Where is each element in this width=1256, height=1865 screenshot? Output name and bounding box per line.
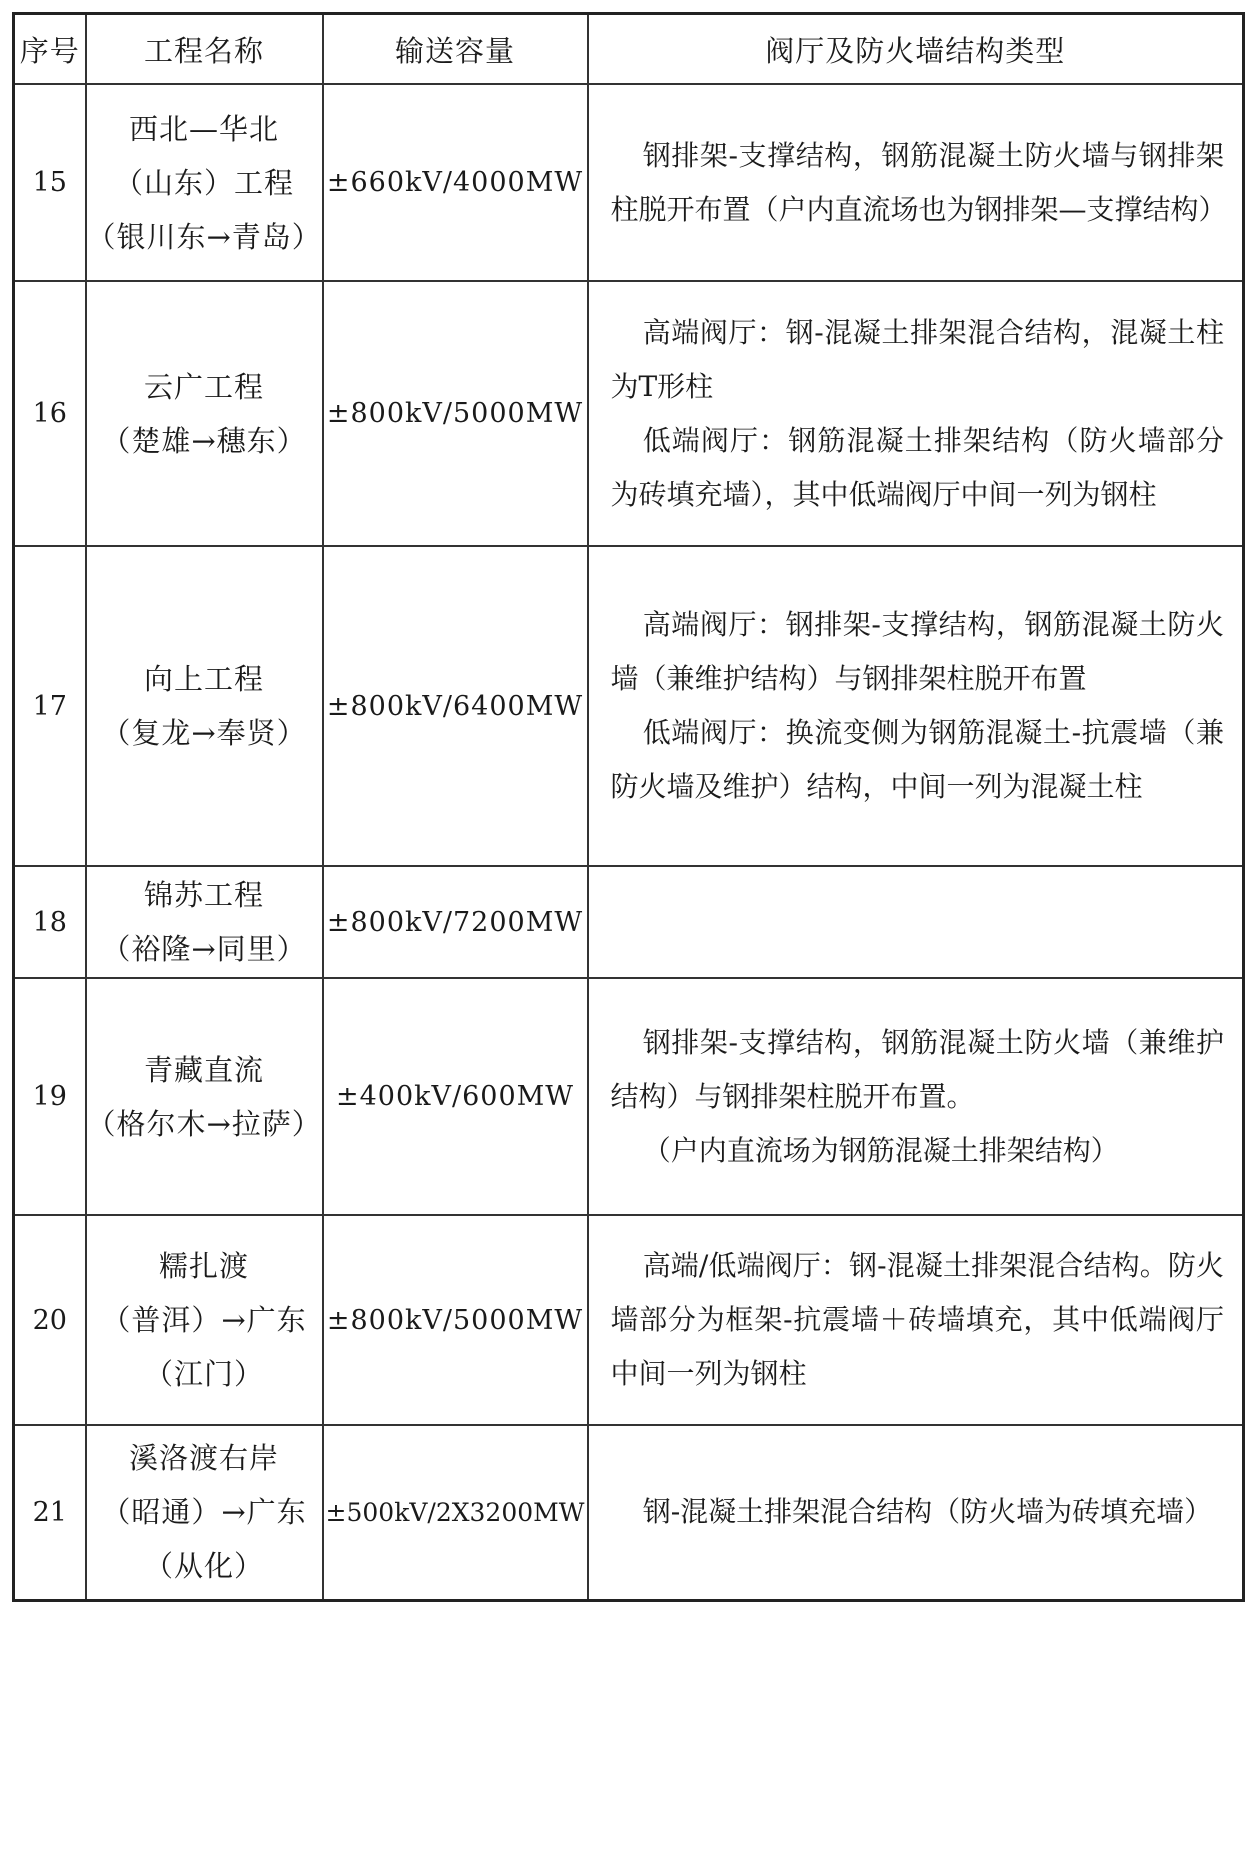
structure-paragraph: 钢排架-支撑结构，钢筋混凝土防火墙与钢排架柱脱开布置（户内直流场也为钢排架—支撑结构） bbox=[610, 138, 1227, 226]
header-structure-type: 阀厅及防火墙结构类型 bbox=[588, 14, 1244, 85]
capacity-cell: ±800kV/7200MW bbox=[323, 866, 588, 978]
project-name-cell bbox=[86, 546, 323, 866]
row-number: 20 bbox=[14, 1215, 86, 1425]
project-name-line: （从化） bbox=[143, 1549, 264, 1584]
project-table bbox=[12, 12, 1245, 1602]
structure-type-cell bbox=[588, 1215, 1244, 1425]
capacity-cell: ±800kV/6400MW bbox=[323, 546, 588, 866]
project-name-line: 青藏直流 bbox=[143, 1052, 264, 1087]
project-name-cell bbox=[86, 84, 323, 281]
row-number: 17 bbox=[14, 546, 86, 866]
header-project-name: 工程名称 bbox=[86, 14, 323, 85]
structure-type-cell bbox=[588, 978, 1244, 1215]
table-body bbox=[14, 84, 1244, 1600]
project-name-line: （楚雄→穗东） bbox=[101, 423, 307, 458]
structure-paragraph: 高端/低端阀厅：钢-混凝土排架混合结构。防火墙部分为框架-抗震墙＋砖墙填充，其中低端阀厅中间一列为钢柱 bbox=[610, 1249, 1224, 1390]
row-number: 19 bbox=[14, 978, 86, 1215]
structure-paragraph: 高端阀厅：钢-混凝土排架混合结构，混凝土柱为T形柱 bbox=[610, 315, 1224, 403]
structure-type-cell bbox=[588, 1425, 1244, 1600]
header-no: 序号 bbox=[14, 14, 86, 85]
project-name-line: （裕隆→同里） bbox=[101, 932, 307, 966]
project-name-line: 溪洛渡右岸 bbox=[128, 1441, 279, 1476]
structure-paragraph: 钢排架-支撑结构，钢筋混凝土防火墙（兼维护结构）与钢排架柱脱开布置。 bbox=[610, 1025, 1224, 1113]
table-row bbox=[14, 84, 1244, 281]
table-row bbox=[14, 281, 1244, 546]
table-row bbox=[14, 1215, 1244, 1425]
project-name-line: 糯扎渡 bbox=[158, 1249, 249, 1283]
structure-paragraph: 钢-混凝土排架混合结构（防火墙为砖填充墙） bbox=[642, 1495, 1213, 1529]
project-name-line: 云广工程 bbox=[143, 369, 264, 404]
structure-paragraph: 高端阀厅：钢排架-支撑结构，钢筋混凝土防火墙（兼维护结构）与钢排架柱脱开布置 bbox=[610, 608, 1224, 695]
project-name-line: 向上工程 bbox=[143, 662, 264, 696]
table-row bbox=[14, 546, 1244, 866]
table-row bbox=[14, 1425, 1244, 1600]
project-name-line: （普洱）→广东 bbox=[101, 1303, 307, 1337]
project-name-line: （格尔木→拉萨） bbox=[86, 1106, 322, 1141]
structure-type-cell bbox=[588, 84, 1244, 281]
row-number: 21 bbox=[14, 1425, 86, 1600]
capacity-cell: ±500kV/2X3200MW bbox=[323, 1425, 588, 1600]
project-name-cell bbox=[86, 978, 323, 1215]
project-name-line: （昭通）→广东 bbox=[101, 1495, 307, 1530]
project-name-cell bbox=[86, 1215, 323, 1425]
structure-type-cell bbox=[588, 281, 1244, 546]
table-row bbox=[14, 978, 1244, 1215]
project-name-cell bbox=[86, 1425, 323, 1600]
capacity-cell: ±800kV/5000MW bbox=[323, 281, 588, 546]
structure-type-cell bbox=[588, 866, 1244, 978]
structure-type-cell bbox=[588, 546, 1244, 866]
project-name-line: （复龙→奉贤） bbox=[101, 716, 307, 750]
capacity-cell: ±660kV/4000MW bbox=[323, 84, 588, 281]
project-name-line: （银川东→青岛） bbox=[86, 219, 322, 254]
structure-paragraph: 低端阀厅：换流变侧为钢筋混凝土-抗震墙（兼防火墙及维护）结构，中间一列为混凝土柱 bbox=[610, 716, 1224, 803]
header-capacity: 输送容量 bbox=[323, 14, 588, 85]
project-name-line: 锦苏工程 bbox=[143, 878, 264, 912]
row-number: 16 bbox=[14, 281, 86, 546]
project-name-line: （山东）工程 bbox=[113, 165, 294, 200]
project-name-cell bbox=[86, 281, 323, 546]
table-header-row bbox=[14, 14, 1244, 85]
project-name-cell bbox=[86, 866, 323, 978]
table-row bbox=[14, 866, 1244, 978]
project-name-line: （江门） bbox=[143, 1357, 264, 1391]
structure-paragraph: 低端阀厅：钢筋混凝土排架结构（防火墙部分为砖填充墙），其中低端阀厅中间一列为钢柱 bbox=[610, 423, 1224, 511]
row-number: 15 bbox=[14, 84, 86, 281]
row-number: 18 bbox=[14, 866, 86, 978]
structure-paragraph: （户内直流场为钢筋混凝土排架结构） bbox=[642, 1133, 1119, 1167]
capacity-cell: ±400kV/600MW bbox=[323, 978, 588, 1215]
capacity-cell: ±800kV/5000MW bbox=[323, 1215, 588, 1425]
project-name-line: 西北—华北 bbox=[128, 111, 279, 146]
